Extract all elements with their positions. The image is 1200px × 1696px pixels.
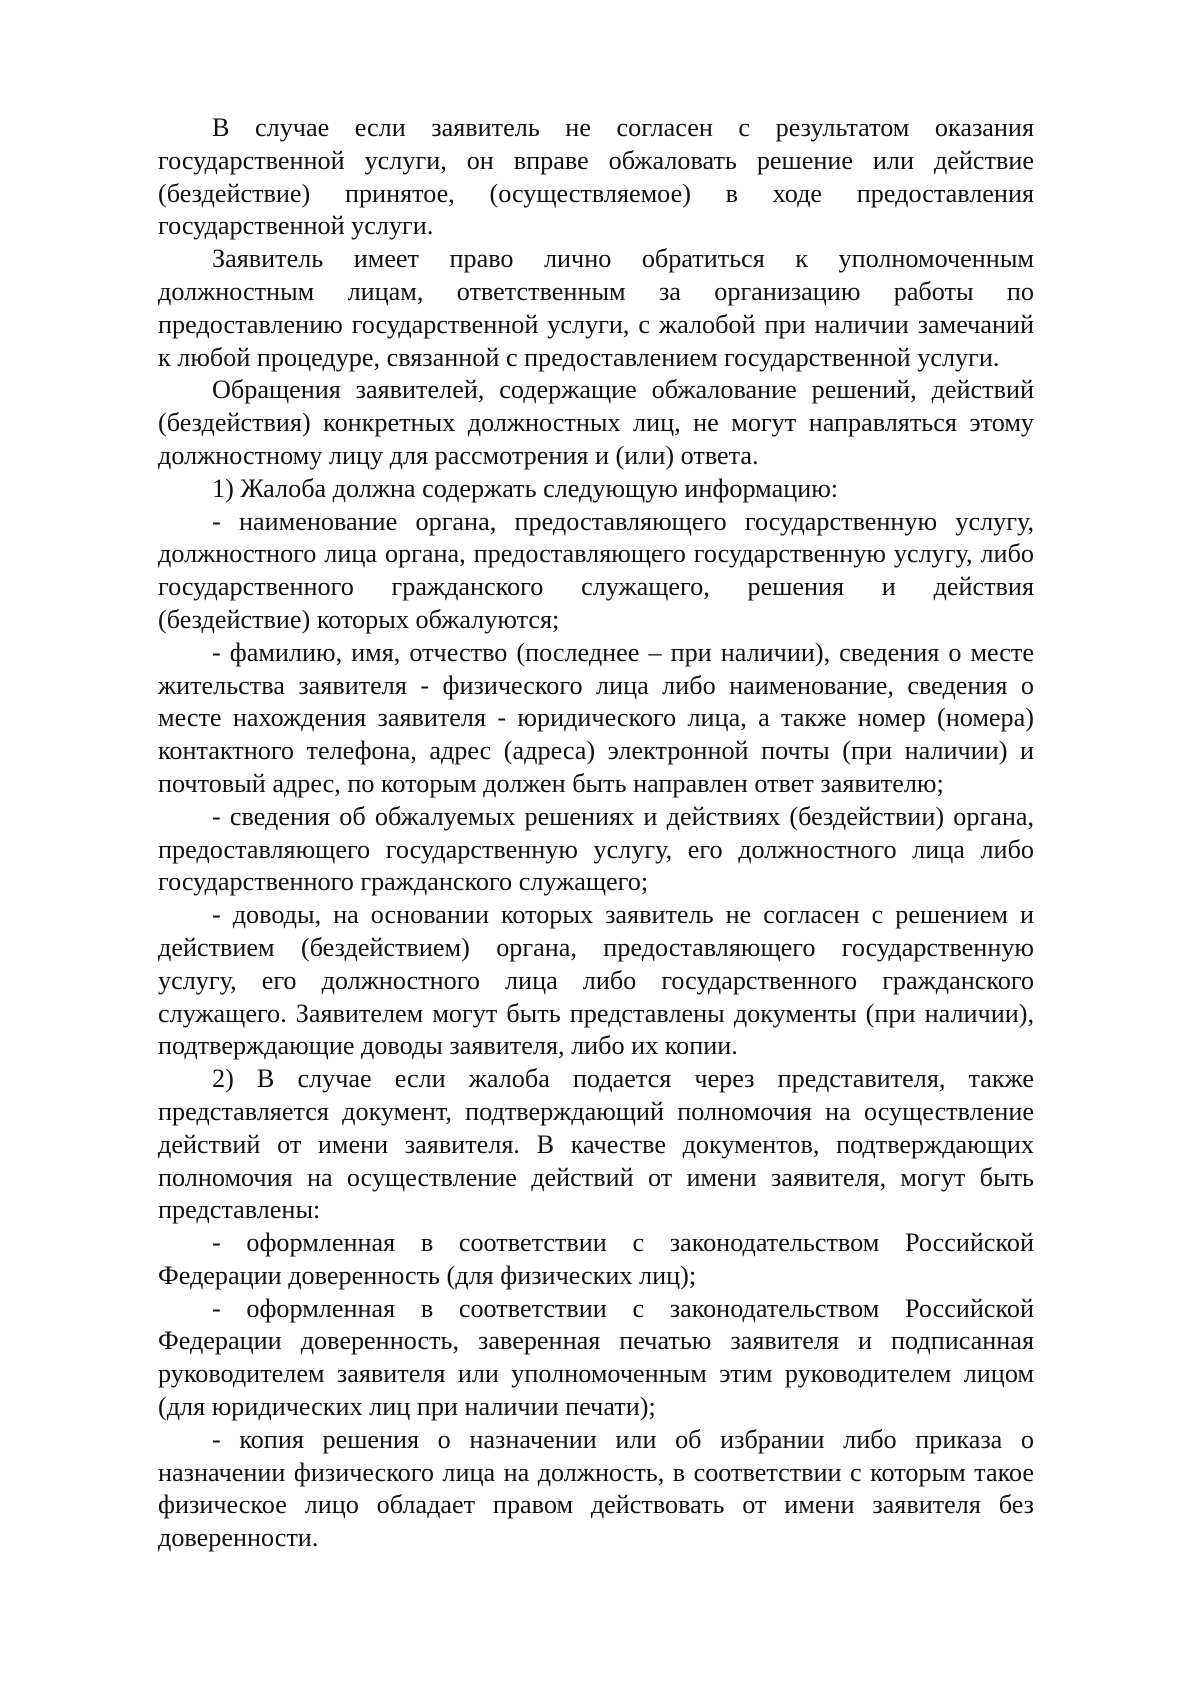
paragraph-power-of-attorney-individual: - оформленная в соответствии с законодательством Российской Федерации доверенность (для физических лиц);	[158, 1228, 1034, 1290]
paragraph-appeal-right: В случае если заявитель не согласен с результатом оказания государственной услуги, он вправе обжаловать решение или действие (бездействие) принятое, (осуществляемое) в ходе предоставления государственной услуги.	[158, 113, 1034, 241]
paragraph-forwarding-restriction: Обращения заявителей, содержащие обжалование решений, действий (бездействия) конкретных должностных лиц, не могут направляться этому должностному лицу для рассмотрения и (или) ответа.	[158, 375, 1034, 470]
paragraph-power-of-attorney-legal: - оформленная в соответствии с законодательством Российской Федерации доверенность, заверенная печатью заявителя и подписанная руководителем заявителя или уполномоченным этим руководителем лицом (для юридических лиц при наличии печати);	[158, 1293, 1034, 1422]
paragraph-appealed-decisions: - сведения об обжалуемых решениях и действиях (бездействии) органа, предоставляющего государственную услугу, его должностного лица либо государственного гражданского служащего;	[158, 801, 1034, 897]
paragraph-arguments: - доводы, на основании которых заявитель не согласен с решением и действием (бездействием) органа, предоставляющего государственную услугу, его должностного лица либо государственного гражданского служащего. Заявителем могут быть представлены документы (при наличии), подтверждающие доводы заявителя, либо их копии.	[158, 900, 1034, 1061]
paragraph-personal-complaint: Заявитель имеет право лично обратиться к уполномоченным должностным лицам, ответственным за организацию работы по предоставлению государственной услуги, с жалобой при наличии замечаний к любой процедуре, связанной с предоставлением государственной услуги.	[158, 244, 1034, 372]
paragraph-complaint-contents-intro: 1) Жалоба должна содержать следующую информацию:	[212, 473, 839, 503]
paragraph-appointment-copy: - копия решения о назначении или об избрании либо приказа о назначении физического лица на должность, в соответствии с которым такое физическое лицо обладает правом действовать от имени заявителя без доверенности.	[158, 1424, 1034, 1553]
paragraph-representative: 2) В случае если жалоба подается через представителя, также представляется документ, подтверждающий полномочия на осуществление действий от имени заявителя. В качестве документов, подтверждающих полномочия на осуществление действий от имени заявителя, могут быть представлены:	[158, 1064, 1034, 1225]
document-body	[158, 112, 1034, 1555]
paragraph-authority-name: - наименование органа, предоставляющего государственную услугу, должностного лица органа, предоставляющего государственную услугу, либо государственного гражданского служащего, решения и действия (бездействие) которых обжалуются;	[158, 506, 1034, 634]
paragraph-applicant-details: - фамилию, имя, отчество (последнее – при наличии), сведения о месте жительства заявителя - физического лица либо наименование, сведения о месте нахождения заявителя - юридического лица, а также номер (номера) контактного телефона, адрес (адреса) электронной почты (при наличии) и почтовый адрес, по которым должен быть направлен ответ заявителю;	[158, 637, 1034, 798]
